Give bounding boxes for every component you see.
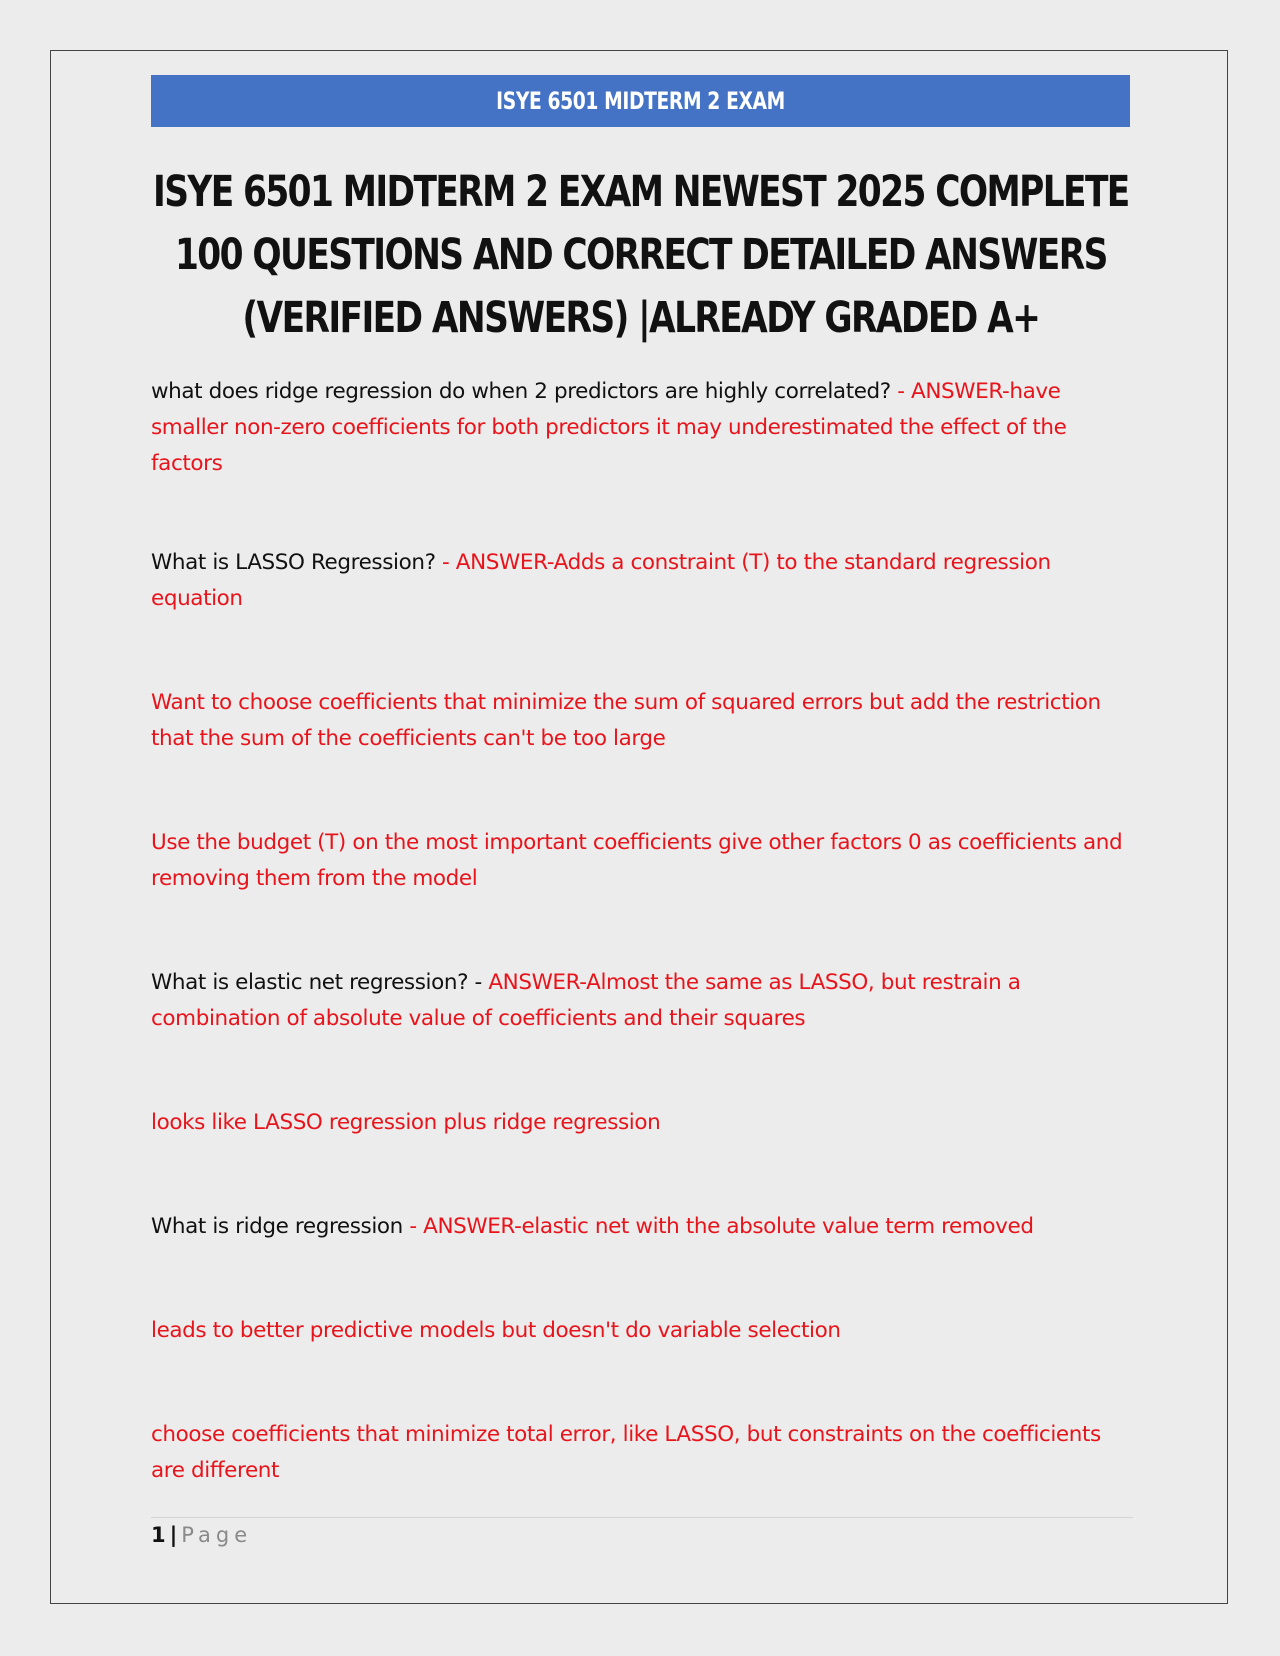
answer-text: looks like LASSO regression plus ridge regression [151, 1110, 661, 1135]
footer-separator: | [169, 1523, 178, 1547]
qa-block-3 [151, 685, 1130, 757]
qa-block-8 [151, 1313, 1130, 1349]
question-text: What is ridge regression [151, 1214, 403, 1239]
page-footer [151, 1523, 252, 1547]
header-banner [151, 75, 1130, 127]
footer-divider [151, 1517, 1133, 1518]
answer-text: - ANSWER-have smaller non-zero coefficients for both predictors it may underestimated the effect of the factors [151, 379, 1067, 476]
qa-block-4 [151, 825, 1130, 897]
header-banner-text: ISYE 6501 MIDTERM 2 EXAM [259, 75, 1023, 127]
answer-text: - ANSWER-Adds a constraint (T) to the standard regression equation [151, 550, 1051, 611]
qa-block-7 [151, 1209, 1130, 1245]
qa-block-9 [151, 1417, 1130, 1489]
qa-block-2 [151, 545, 1130, 617]
document-title [151, 161, 1130, 350]
qa-block-5 [151, 965, 1130, 1037]
document-page [50, 50, 1228, 1604]
question-text: what does ridge regression do when 2 predictors are highly correlated? [151, 379, 891, 404]
answer-text: leads to better predictive models but doesn't do variable selection [151, 1318, 841, 1343]
question-text: What is elastic net regression? - [151, 970, 482, 995]
qa-block-6 [151, 1105, 1130, 1141]
document-title-text: ISYE 6501 MIDTERM 2 EXAM NEWEST 2025 COMPLETE 100 QUESTIONS AND CORRECT DETAILED ANSWERS (VERIFIED ANSWERS) |ALREADY GRADED A+ [152, 167, 1129, 343]
answer-text: ANSWER-Almost the same as LASSO, but restrain a combination of absolute value of coefficients and their squares [151, 970, 1021, 1031]
page-label: Page [181, 1523, 253, 1547]
answer-text: - ANSWER-elastic net with the absolute value term removed [402, 1214, 1034, 1239]
qa-block-1 [151, 374, 1130, 482]
answer-text: Use the budget (T) on the most important coefficients give other factors 0 as coefficients and removing them from the model [151, 830, 1123, 891]
answer-text: Want to choose coefficients that minimize the sum of squared errors but add the restriction that the sum of the coefficients can't be too large [151, 690, 1101, 751]
page-number: 1 [151, 1523, 166, 1547]
question-text: What is LASSO Regression? [151, 550, 436, 575]
answer-text: choose coefficients that minimize total error, like LASSO, but constraints on the coefficients are different [151, 1422, 1101, 1483]
page-content [151, 75, 1130, 1489]
